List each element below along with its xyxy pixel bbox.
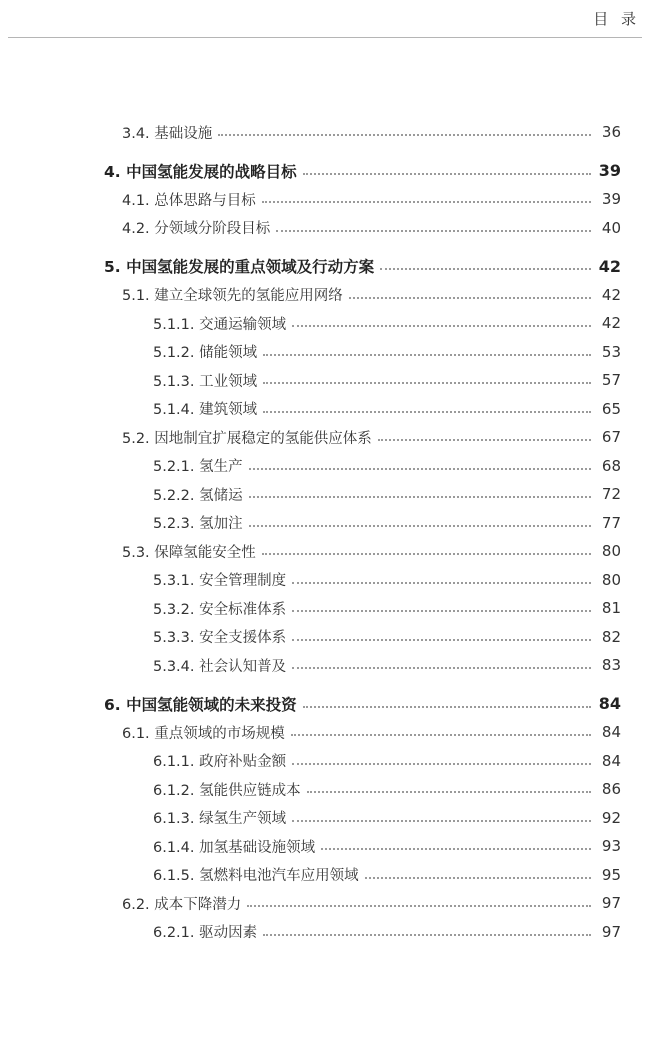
toc-entry-title: 6.1. 重点领域的市场规模 <box>122 725 285 742</box>
dot-leader <box>249 525 591 527</box>
toc-entry[interactable] <box>0 338 650 367</box>
dot-leader <box>262 553 591 555</box>
toc-page-number: 84 <box>601 723 621 742</box>
toc-entry-title: 6.1.5. 氢燃料电池汽车应用领域 <box>153 868 359 885</box>
dot-leader <box>292 763 591 765</box>
dot-leader <box>303 706 591 708</box>
toc-page-number: 67 <box>601 428 621 447</box>
table-of-contents <box>0 118 650 946</box>
toc-entry[interactable] <box>0 118 650 147</box>
toc-entry-title: 5.1.4. 建筑领域 <box>153 402 258 419</box>
dot-leader <box>291 734 591 736</box>
toc-page-number: 72 <box>601 485 621 504</box>
toc-entry-title: 6.1.3. 绿氢生产领域 <box>153 811 287 828</box>
page-header <box>0 0 650 40</box>
toc-page-number: 86 <box>601 780 621 799</box>
toc-page-number: 42 <box>601 314 621 333</box>
toc-entry[interactable] <box>0 309 650 338</box>
toc-page-number: 95 <box>601 865 621 884</box>
section-gap <box>0 242 650 252</box>
dot-leader <box>365 877 591 879</box>
toc-page-number: 39 <box>601 190 621 209</box>
toc-entry-title: 5.1. 建立全球领先的氢能应用网络 <box>122 288 343 305</box>
section-gap <box>0 147 650 157</box>
toc-entry[interactable] <box>0 747 650 776</box>
toc-page-number: 68 <box>601 456 621 475</box>
toc-entry-title: 5.3.1. 安全管理制度 <box>153 573 287 590</box>
toc-entry[interactable] <box>0 452 650 481</box>
dot-leader <box>218 134 591 136</box>
toc-entry-title: 5. 中国氢能发展的重点领域及行动方案 <box>104 258 375 277</box>
toc-entry[interactable] <box>0 509 650 538</box>
dot-leader <box>263 382 591 384</box>
toc-page-number: 93 <box>601 837 621 856</box>
toc-page-number: 36 <box>601 123 621 142</box>
dot-leader <box>263 411 591 413</box>
toc-entry-title: 4.2. 分领域分阶段目标 <box>122 221 271 238</box>
dot-leader <box>321 848 591 850</box>
toc-entry-title: 3.4. 基础设施 <box>122 125 213 142</box>
toc-entry[interactable] <box>0 804 650 833</box>
toc-entry[interactable] <box>0 214 650 243</box>
toc-page-number: 42 <box>601 285 621 304</box>
toc-page-number: 65 <box>601 399 621 418</box>
toc-entry[interactable] <box>0 623 650 652</box>
toc-page-number: 77 <box>601 513 621 532</box>
section-gap <box>0 680 650 690</box>
toc-page-number: 40 <box>601 218 621 237</box>
toc-entry[interactable] <box>0 185 650 214</box>
toc-page-number: 80 <box>601 542 621 561</box>
dot-leader <box>247 905 591 907</box>
dot-leader <box>263 354 591 356</box>
dot-leader <box>276 230 591 232</box>
toc-entry-title: 4. 中国氢能发展的战略目标 <box>104 162 297 181</box>
toc-entry[interactable] <box>0 157 650 186</box>
toc-entry-title: 5.1.3. 工业领域 <box>153 373 258 390</box>
toc-entry-title: 4.1. 总体思路与目标 <box>122 192 256 209</box>
toc-entry[interactable] <box>0 690 650 719</box>
dot-leader <box>292 610 591 612</box>
toc-entry[interactable] <box>0 889 650 918</box>
toc-entry-title: 5.2. 因地制宜扩展稳定的氢能供应体系 <box>122 430 372 447</box>
toc-entry[interactable] <box>0 651 650 680</box>
toc-page-number: 83 <box>601 656 621 675</box>
toc-entry[interactable] <box>0 423 650 452</box>
toc-entry-title: 5.3.2. 安全标准体系 <box>153 601 287 618</box>
dot-leader <box>292 667 591 669</box>
toc-entry-title: 6.1.2. 氢能供应链成本 <box>153 782 301 799</box>
dot-leader <box>263 934 591 936</box>
dot-leader <box>292 820 591 822</box>
toc-entry-title: 5.2.1. 氢生产 <box>153 459 243 476</box>
toc-entry[interactable] <box>0 366 650 395</box>
toc-entry-title: 5.3. 保障氢能安全性 <box>122 544 256 561</box>
toc-entry-title: 5.1.1. 交通运输领域 <box>153 316 287 333</box>
dot-leader <box>378 439 591 441</box>
toc-page-number: 53 <box>601 342 621 361</box>
dot-leader <box>303 173 591 175</box>
toc-entry-title: 6.2.1. 驱动因素 <box>153 925 258 942</box>
toc-entry-title: 5.2.2. 氢储运 <box>153 487 243 504</box>
toc-entry[interactable] <box>0 566 650 595</box>
toc-entry-title: 5.1.2. 储能领域 <box>153 345 258 362</box>
toc-entry[interactable] <box>0 594 650 623</box>
toc-page-number: 97 <box>601 922 621 941</box>
toc-entry[interactable] <box>0 775 650 804</box>
toc-entry-title: 5.3.4. 社会认知普及 <box>153 658 287 675</box>
dot-leader <box>380 268 591 270</box>
dot-leader <box>262 201 591 203</box>
toc-entry[interactable] <box>0 480 650 509</box>
header-divider <box>8 37 642 38</box>
toc-entry-title: 6.1.1. 政府补贴金额 <box>153 754 287 771</box>
toc-page-number: 80 <box>601 570 621 589</box>
toc-entry[interactable] <box>0 537 650 566</box>
toc-entry-title: 5.2.3. 氢加注 <box>153 516 243 533</box>
dot-leader <box>292 325 591 327</box>
toc-entry[interactable] <box>0 281 650 310</box>
toc-entry[interactable] <box>0 861 650 890</box>
dot-leader <box>249 496 591 498</box>
dot-leader <box>249 468 591 470</box>
toc-page-number: 39 <box>598 161 621 181</box>
dot-leader <box>292 582 591 584</box>
toc-entry[interactable] <box>0 252 650 281</box>
toc-page-number: 84 <box>598 694 621 714</box>
dot-leader <box>307 791 591 793</box>
dot-leader <box>292 639 591 641</box>
toc-entry[interactable] <box>0 832 650 861</box>
toc-page-number: 97 <box>601 894 621 913</box>
toc-entry-title: 5.3.3. 安全支援体系 <box>153 630 287 647</box>
toc-page-number: 84 <box>601 751 621 770</box>
toc-page-number: 42 <box>598 256 621 276</box>
header-title: 目 录 <box>593 10 640 28</box>
toc-page-number: 81 <box>601 599 621 618</box>
toc-page-number: 92 <box>601 808 621 827</box>
toc-page-number: 57 <box>601 371 621 390</box>
toc-entry-title: 6. 中国氢能领域的未来投资 <box>104 695 297 714</box>
toc-page-number: 82 <box>601 627 621 646</box>
toc-entry[interactable] <box>0 395 650 424</box>
toc-entry[interactable] <box>0 718 650 747</box>
toc-entry-title: 6.1.4. 加氢基础设施领域 <box>153 839 316 856</box>
toc-entry-title: 6.2. 成本下降潜力 <box>122 896 242 913</box>
dot-leader <box>349 297 591 299</box>
toc-entry[interactable] <box>0 918 650 947</box>
